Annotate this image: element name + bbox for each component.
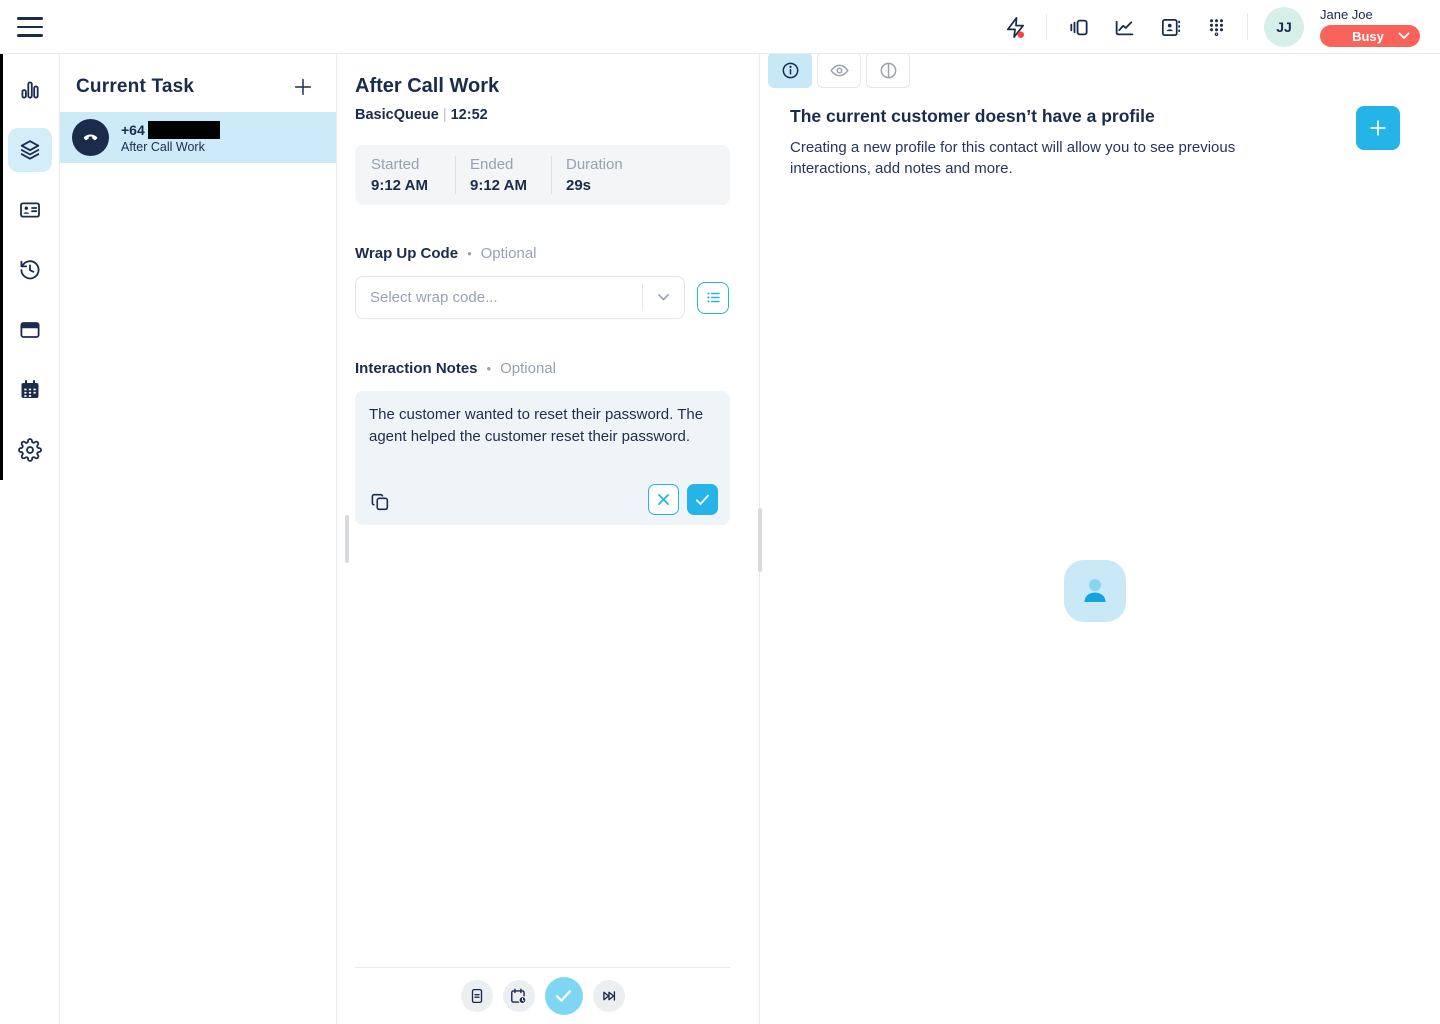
stat-label: Ended bbox=[470, 156, 514, 173]
sidebar-item-history[interactable] bbox=[8, 248, 52, 292]
user-name: Jane Joe bbox=[1320, 7, 1373, 22]
bullet-separator: • bbox=[486, 361, 492, 376]
document-icon bbox=[468, 987, 486, 1005]
calendar-icon bbox=[18, 378, 42, 402]
bulleted-list-icon bbox=[704, 288, 723, 307]
create-profile-button[interactable] bbox=[1356, 106, 1400, 150]
task-detail-title: After Call Work bbox=[355, 75, 500, 97]
eye-icon bbox=[829, 60, 850, 81]
profile-tabs bbox=[768, 52, 910, 88]
task-detail-panel bbox=[337, 54, 760, 1024]
skip-forward-icon bbox=[600, 987, 618, 1005]
status-dropdown[interactable] bbox=[1320, 25, 1420, 47]
quick-actions-icon[interactable] bbox=[1000, 12, 1030, 42]
stat-value: 29s bbox=[566, 177, 592, 194]
user-avatar[interactable] bbox=[1264, 7, 1304, 47]
customer-avatar-placeholder bbox=[1064, 560, 1126, 622]
hamburger-menu-icon[interactable] bbox=[17, 15, 43, 39]
stat-label: Duration bbox=[566, 156, 623, 173]
status-label: Busy bbox=[1352, 28, 1384, 44]
history-icon bbox=[18, 258, 42, 282]
redacted-phone-number bbox=[148, 121, 220, 139]
bullet-separator: • bbox=[467, 246, 472, 261]
wrap-code-list-button[interactable] bbox=[697, 282, 729, 314]
task-phone-number: +64 bbox=[121, 122, 145, 138]
stat-ended bbox=[455, 156, 551, 194]
interaction-notes-label: Interaction Notes bbox=[355, 360, 478, 377]
left-nav-rail bbox=[0, 54, 60, 1024]
sidebar-item-calendar[interactable] bbox=[8, 368, 52, 412]
copy-notes-button[interactable] bbox=[369, 491, 391, 513]
check-icon bbox=[555, 989, 572, 1003]
call-times-box bbox=[355, 145, 730, 205]
wrap-up-code-label: Wrap Up Code bbox=[355, 245, 459, 262]
select-caret bbox=[642, 284, 684, 311]
plus-icon bbox=[1367, 117, 1389, 139]
x-icon bbox=[657, 493, 670, 506]
task-timer: 12:52 bbox=[450, 107, 488, 123]
sidebar-item-settings[interactable] bbox=[8, 428, 52, 472]
info-icon bbox=[780, 60, 801, 81]
queue-name: BasicQueue bbox=[355, 107, 439, 123]
user-info bbox=[1320, 7, 1420, 47]
layers-icon bbox=[18, 138, 42, 162]
contact-card-icon bbox=[18, 198, 42, 222]
notification-dot bbox=[1017, 31, 1024, 38]
notes-optional-label: Optional bbox=[500, 360, 556, 377]
tab-customer-info[interactable] bbox=[768, 52, 812, 88]
middle-scrollbar-thumb[interactable] bbox=[345, 515, 349, 563]
right-scrollbar-thumb[interactable] bbox=[758, 508, 762, 572]
interaction-notes-field[interactable] bbox=[355, 391, 730, 525]
task-list-item[interactable] bbox=[60, 112, 336, 163]
stat-label: Started bbox=[371, 156, 420, 173]
add-task-icon[interactable] bbox=[292, 76, 314, 98]
wrap-code-select[interactable] bbox=[355, 276, 685, 319]
customer-profile-panel bbox=[761, 54, 1440, 1024]
toolbar-divider bbox=[1046, 14, 1047, 40]
sidebar-item-browser[interactable] bbox=[8, 308, 52, 352]
confirm-notes-button[interactable] bbox=[687, 484, 718, 515]
stat-value: 9:12 AM bbox=[470, 177, 527, 194]
wrap-up-optional-label: Optional bbox=[480, 245, 537, 262]
skip-task-button[interactable] bbox=[593, 980, 625, 1012]
person-icon bbox=[1078, 574, 1112, 608]
queue-and-timer bbox=[355, 107, 729, 123]
sidebar-item-tasks[interactable] bbox=[8, 128, 52, 172]
left-edge-strip bbox=[0, 54, 3, 480]
task-status-label: After Call Work bbox=[121, 140, 205, 154]
topbar-actions bbox=[1000, 0, 1420, 54]
sidebar-item-contacts[interactable] bbox=[8, 188, 52, 232]
bar-chart-icon bbox=[18, 78, 42, 102]
tasks-panel-title: Current Task bbox=[76, 76, 195, 97]
chevron-down-icon bbox=[1398, 32, 1410, 40]
sidebar-item-dashboard[interactable] bbox=[8, 68, 52, 112]
stat-value: 9:12 AM bbox=[371, 177, 428, 194]
browser-window-icon bbox=[18, 318, 42, 342]
discard-notes-button[interactable] bbox=[648, 484, 679, 515]
calendar-clock-icon bbox=[509, 987, 528, 1006]
panels-icon[interactable] bbox=[1063, 12, 1093, 42]
toolbar-divider bbox=[1247, 14, 1248, 40]
task-actions-bar bbox=[355, 967, 730, 1024]
no-profile-description: Creating a new profile for this contact will allow you to see previous interactions, add notes and more. bbox=[790, 139, 1236, 177]
check-icon bbox=[695, 494, 710, 506]
wrap-code-placeholder: Select wrap code... bbox=[370, 289, 498, 306]
schedule-callback-button[interactable] bbox=[503, 980, 535, 1012]
zap-icon bbox=[1004, 16, 1027, 39]
tab-insights[interactable] bbox=[866, 52, 910, 88]
interaction-notes-text: The customer wanted to reset their password. The agent helped the customer reset their password. bbox=[369, 406, 704, 445]
current-task-panel bbox=[60, 54, 337, 1024]
stat-duration bbox=[551, 156, 728, 194]
split-circle-icon bbox=[878, 60, 899, 81]
dialpad-icon[interactable] bbox=[1201, 12, 1231, 42]
contact-directory-icon[interactable] bbox=[1155, 12, 1185, 42]
complete-task-button[interactable] bbox=[545, 977, 583, 1015]
pipe-separator: | bbox=[442, 107, 447, 123]
stat-started bbox=[357, 156, 455, 194]
tab-view[interactable] bbox=[817, 52, 861, 88]
metrics-chart-icon[interactable] bbox=[1109, 12, 1139, 42]
phone-call-icon bbox=[72, 119, 109, 156]
chevron-down-icon bbox=[657, 293, 670, 302]
no-profile-title: The current customer doesn’t have a profile bbox=[790, 106, 1155, 126]
user-initials: JJ bbox=[1276, 19, 1292, 35]
notes-document-button[interactable] bbox=[461, 980, 493, 1012]
copy-icon bbox=[369, 491, 391, 513]
gear-icon bbox=[18, 438, 42, 462]
no-profile-message bbox=[790, 106, 1350, 179]
top-bar bbox=[0, 0, 1440, 54]
